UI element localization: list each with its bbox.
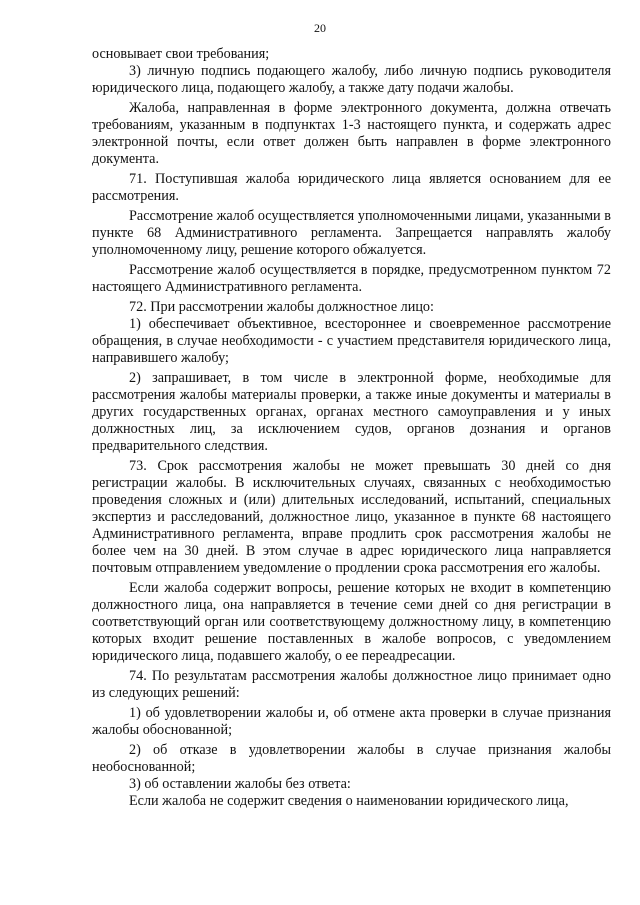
paragraph-redirect: Если жалоба содержит вопросы, решение которых не входит в компетенцию должностного лица, она направляется в течение семи дней со дня регистрации в соответствующий орган или соответствующему должностному лицу, в компетенцию которых входит решение поставленных в жалобе вопросов, с уведомлением юридического лица, подавшего жалобу, о ее переадресации. bbox=[92, 580, 611, 664]
paragraph-item-3: 3) личную подпись подающего жалобу, либо личную подпись руководителя юридического лица, подающего жалобу, а также дату подачи жалобы. bbox=[92, 63, 611, 96]
paragraph-review-order: Рассмотрение жалоб осуществляется в порядке, предусмотренном пунктом 72 настоящего Административного регламента. bbox=[92, 262, 611, 295]
paragraph-74-item-2: 2) об отказе в удовлетворении жалобы в случае признания жалобы необоснованной; bbox=[92, 742, 611, 775]
paragraph-71: 71. Поступившая жалоба юридического лица является основанием для ее рассмотрения. bbox=[92, 171, 611, 204]
paragraph-73: 73. Срок рассмотрения жалобы не может превышать 30 дней со дня регистрации жалобы. В исключительных случаях, связанных с необходимостью проведения сложных и (или) длительных исследований, испытаний, специальных экспертиз и расследований, должностное лицо, указанное в пункте 68 настоящего Административного регламента, вправе продлить срок рассмотрения жалобы не более чем на 30 дней. В этом случае в адрес юридического лица направляется почтовым отправлением уведомление о продлении срока рассмотрения его жалобы. bbox=[92, 458, 611, 576]
page-number: 20 bbox=[314, 21, 326, 35]
paragraph-74-item-3: 3) об оставлении жалобы без ответа: bbox=[129, 776, 351, 792]
paragraph-electronic-complaint: Жалоба, направленная в форме электронного документа, должна отвечать требованиям, указанным в подпунктах 1-3 настоящего пункта, и содержать адрес электронной почты, если ответ должен быть направлен в форме электронного документа. bbox=[92, 100, 611, 167]
document-body bbox=[92, 46, 611, 810]
paragraph-no-name: Если жалоба не содержит сведения о наименовании юридического лица, bbox=[129, 793, 569, 809]
paragraph-72: 72. При рассмотрении жалобы должностное лицо: bbox=[129, 299, 434, 315]
paragraph-74-item-1: 1) об удовлетворении жалобы и, об отмене акта проверки в случае признания жалобы обоснованной; bbox=[92, 705, 611, 738]
paragraph-74: 74. По результатам рассмотрения жалобы должностное лицо принимает одно из следующих решений: bbox=[92, 668, 611, 701]
paragraph-72-item-1: 1) обеспечивает объективное, всестороннее и своевременное рассмотрение обращения, в случае необходимости - с участием представителя юридического лица, направившего жалобу; bbox=[92, 316, 611, 366]
paragraph-continuation: основывает свои требования; bbox=[92, 46, 270, 62]
paragraph-72-item-2: 2) запрашивает, в том числе в электронной форме, необходимые для рассмотрения жалобы материалы проверки, а также иные документы и материалы в других государственных органах, органах местного самоуправления и у иных должностных лиц, за исключением судов, органов дознания и органов предварительного следствия. bbox=[92, 370, 611, 454]
paragraph-review-authorized: Рассмотрение жалоб осуществляется уполномоченными лицами, указанными в пункте 68 Административного регламента. Запрещается направлять жалобу уполномоченному лицу, решение которого обжалуется. bbox=[92, 208, 611, 258]
